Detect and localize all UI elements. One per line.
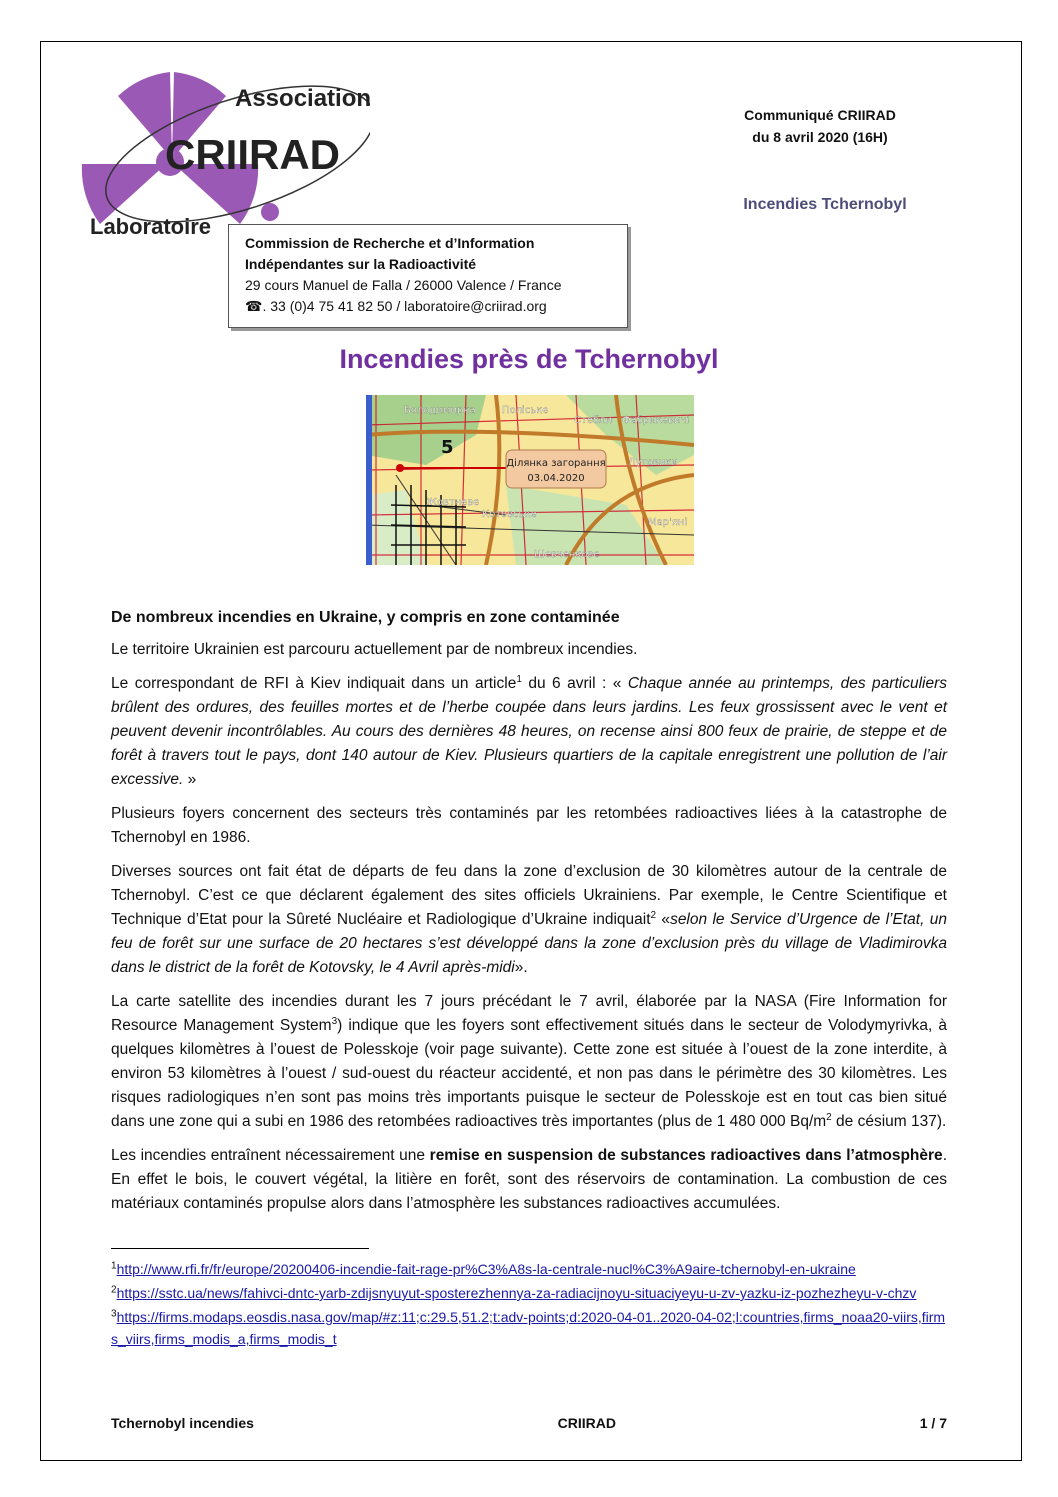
topic-label: Incendies Tchernobyl [743, 196, 907, 213]
map-place-0: Володимирка [404, 405, 476, 416]
paragraph-6: Les incendies entraînent nécessairement une remise en suspension de substances radioactives dans l’atmosphère. En effet le bois, le couvert végétal, la litière en forêt, sont des réservoirs de contamination. La combustion de ces matériaux contaminés propulse alors dans l’atmosphère les substances radioactives accumulées. [111, 1147, 947, 1212]
map-zone-number: 5 [441, 437, 454, 458]
commission-contact [245, 296, 627, 317]
map-place-6: Котовське [482, 509, 537, 520]
map-place-3: Фабрикевичі [622, 415, 690, 426]
footnote-2: $^2$https://sstc.ua/news/fahivci-dntc-yarb-zdijsnyuyut-sposterezhennya-za-radiacijnoyu-situaciyeyu-u-zv-yazku-iz-pozhezheyu-v-chzv [111, 1284, 917, 1301]
page-title: Incendies près de Tchernobyl [339, 344, 719, 374]
map-place-2: Стебли [574, 415, 613, 426]
logo-name: CRIIRAD [165, 131, 340, 178]
sstc-quote: selon le Service d’Urgence de l’Etat, un feu de forêt sur une surface de 20 hectares s’est développé dans la zone d’exclusion près du village de Vladimirovka dans le district de la forêt de Kotovsky, le 4 Avril après-midi [111, 911, 947, 976]
logo-laboratoire: Laboratoire [90, 214, 212, 239]
map-place-4: Луговики [628, 457, 678, 468]
footnote-link-rfi[interactable]: http://www.rfi.fr/fr/europe/20200406-incendie-fait-rage-pr%C3%A8s-la-centrale-nucl%C3%A9aire-tchernobyl-en-ukraine [116, 1261, 856, 1277]
map-place-5: Жовтневе [426, 497, 480, 508]
main-body [111, 606, 947, 1226]
phone-icon: ☎ [245, 298, 263, 314]
communique-header [700, 104, 940, 148]
map-label-2: 03.04.2020 [527, 473, 585, 484]
emphasis-suspension: remise en suspension de substances radioactives dans l’atmosphère [429, 1147, 943, 1164]
commission-address: 29 cours Manuel de Falla / 26000 Valence / France [245, 277, 562, 293]
communique-date: du 8 avril 2020 (16H) [752, 129, 888, 145]
rfi-quote: Chaque année au printemps, des particuliers brûlent des ordures, des feuilles mortes et de l’herbe coupée dans leurs jardins. Les feux grossissent avec le vent et peuvent devenir incontrôlables. Au cours des dernières 48 heures, on recense ainsi 800 feux de prairie, de steppe et de forêt à travers tout le pays, dont 140 autour de Kiev. Plusieurs quartiers de la capitale enregistrent une pollution de l’air excessive. [111, 675, 948, 788]
unit-exponent: 2 [826, 1111, 832, 1123]
communique-label: Communiqué CRIIRAD [744, 107, 896, 123]
commission-box [228, 224, 628, 328]
logo-association: Association [235, 85, 370, 112]
footnote-link-firms[interactable]: https://firms.modaps.eosdis.nasa.gov/map/#z:11;c:29.5,51.2;t:adv-points;d:2020-04-01..2020-04-02;l:countries,firms_noaa20-viirs,firms_viirs,firms_modis_a,firms_modis_t [111, 1309, 946, 1347]
footnote-1: $^1$http://www.rfi.fr/fr/europe/20200406-incendie-fait-rage-pr%C3%A8s-la-centrale-nucl%C3%A9aire-tchernobyl-en-ukraine [111, 1260, 856, 1277]
map-place-1: Поліське [502, 405, 549, 416]
footnote-link-sstc[interactable]: https://sstc.ua/news/fahivci-dntc-yarb-zdijsnyuyut-sposterezhennya-za-radiacijnoyu-situaciyeyu-u-zv-yazku-iz-pozhezheyu-v-chzv [116, 1285, 917, 1301]
commission-line2: Indépendantes sur la Radioactivité [245, 256, 477, 272]
fire-map-image [366, 395, 694, 565]
footer-left: Tchernobyl incendies [111, 1415, 254, 1431]
footnote-ref-2[interactable]: 2 [650, 909, 657, 921]
paragraph-2: Le correspondant de RFI à Kiev indiquait dans un article$^1$ du 6 avril : « Chaque année au printemps, des particuliers brûlent des ordures, des feuilles mortes et de l’herbe coupée dans leurs jardins. Les feux grossissent avec le vent et peuvent devenir incontrôlables. Au cours des dernières 48 heures, on recense ainsi 800 feux de prairie, de steppe et de forêt à travers tout le pays, dont 140 autour de Kiev. Plusieurs quartiers de la capitale enregistrent une pollution de l’air excessive. » [111, 673, 948, 788]
commission-line1: Commission de Recherche et d’Information [245, 235, 535, 251]
footnotes [111, 1258, 951, 1352]
page-footer [111, 1415, 947, 1431]
map-place-7: Шевченкове [534, 549, 600, 560]
footnote-3: $^3$https://firms.modaps.eosdis.nasa.gov/map/#z:11;c:29.5,51.2;t:adv-points;d:2020-04-01..2020-04-02;l:countries,firms_noaa20-viirs,firms_viirs,firms_modis_a,firms_modis_t [111, 1308, 946, 1347]
commission-contact-text: . 33 (0)4 75 41 82 50 / laboratoire@criirad.org [262, 298, 547, 314]
paragraph-4: Diverses sources ont fait état de départs de feu dans la zone d’exclusion de 30 kilomètres autour de la centrale de Tchernobyl. C’est ce que déclarent également des sites officiels Ukrainiens. Par exemple, le Centre Scientifique et Technique d’Etat pour la Sûreté Nucléaire et Radiologique d’Ukraine indiquait$^2$ «selon le Service d’Urgence de l’Etat, un feu de forêt sur une surface de 20 hectares s’est développé dans la zone d’exclusion près du village de Vladimirovka dans le district de la forêt de Kotovsky, le 4 Avril après-midi». [111, 863, 947, 976]
footer-center: CRIIRAD [557, 1415, 616, 1431]
footnote-ref-3[interactable]: 3 [331, 1015, 338, 1027]
paragraph-1: Le territoire Ukrainien est parcouru actuellement par de nombreux incendies. [111, 641, 638, 658]
footnote-ref-1[interactable]: 1 [516, 673, 522, 685]
map-place-8: Мар'яні [648, 517, 688, 528]
map-label-1: Ділянка загорання [506, 458, 606, 469]
footnote-separator [111, 1248, 369, 1249]
section-heading: De nombreux incendies en Ukraine, y compris en zone contaminée [111, 609, 620, 626]
page-number: 1 / 7 [919, 1415, 947, 1431]
paragraph-3: Plusieurs foyers concernent des secteurs très contaminés par les retombées radioactives liées à la catastrophe de Tchernobyl en 1986. [111, 805, 947, 846]
paragraph-5: La carte satellite des incendies durant les 7 jours précédant le 7 avril, élaborée par la NASA (Fire Information for Resource Management System$^3$) indique que les foyers sont effectivement situés dans le secteur de Volodymyrivka, à quelques kilomètres à l’ouest de Polesskoje (voir page suivante). Cette zone est située à l’ouest de la zone interdite, à environ 53 kilomètres à l’ouest / sud-ouest du réacteur accidenté, et non pas dans le périmètre des 30 kilomètres. Les risques radiologiques n’en sont pas moins très importants puisque le secteur de Polesskoje est en tout cas bien situé dans une zone qui a subi en 1986 des retombées radioactives très importantes (plus de 1 480 000 $Bq/m^2$ de césium 137). [111, 993, 947, 1130]
